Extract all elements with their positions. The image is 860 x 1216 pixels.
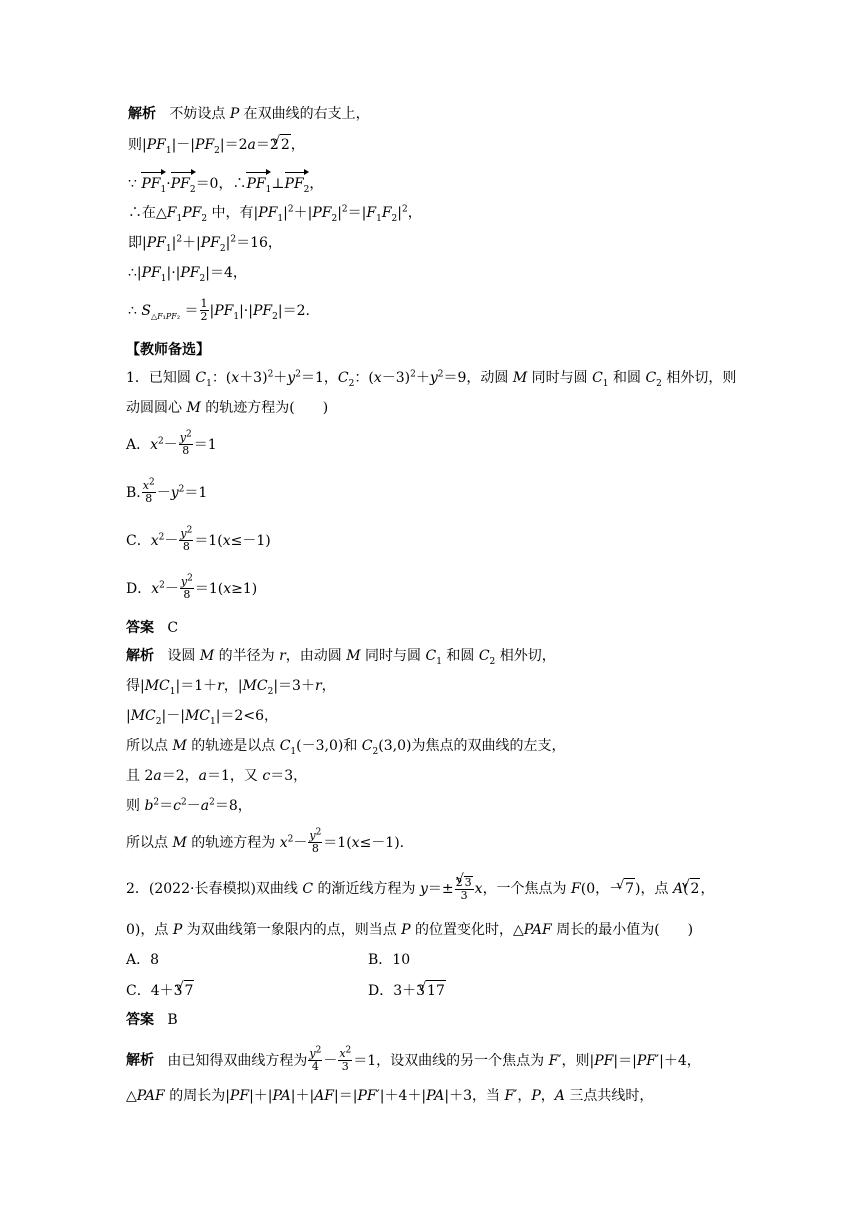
solution-1-line-5: 且 2a＝2，a＝1，又 c＝3， (126, 768, 308, 784)
q2-option-c: C．4＋3√ 7 (126, 980, 194, 1001)
line-area: ∴ $S_{\triangle F_1PF_2}$ ＝ $\frac{1}{2}$ $|PF_1|\cdot|PF_2|=2$. (128, 297, 310, 323)
answer-2 (126, 1010, 178, 1030)
solution-1-line-1: 解析 设圆 M 的半径为 r，由动圆 M 同时与圆 $C_1$ 和圆 $C_2$ 相外切， (126, 648, 556, 667)
solution-1-line-6: 则 $b^2=c^2-a^2=8$， (126, 797, 252, 814)
question-2-line-2: 0)，点 P 为双曲线第一象限内的点，则当点 P 的位置变化时，△PAF 周长的最小值为( ) (126, 922, 694, 938)
solution-2-line-1: 解析 由已知得双曲线方程为 $\frac{y^2}{4}$ － $\frac{x^2}{3}$ ＝1，设双曲线的另一个焦点为 F′，则|PF|＝|PF′|＋4， (126, 1045, 701, 1073)
question-1-line-2: 动圆圆心 M 的轨迹方程为( ) (126, 400, 329, 416)
question-1-line-1: 1．已知圆 $C_1$：$(x+3)^2+y^2=1$，$C_2$：$(x-3)^2+y^2=9$，动圆 M 同时与圆 $C_1$ 和圆 $C_2$ 相外切，则 (126, 369, 737, 389)
answer-1 (126, 618, 178, 638)
label-jiexi: 解析 (128, 106, 156, 122)
line-pythagoras: ∴在$\triangle F_1PF_2$ 中，有$|PF_1|^2+|PF_2|^2=|F_1F_2|^2$， (128, 204, 422, 224)
line-difference: 则$|PF_1|-|PF_2|=2a=2√$ 2， (128, 134, 305, 155)
answer-2-value: B (167, 1012, 178, 1028)
label-answer: 答案 (126, 620, 154, 636)
q2-option-a: A．8 (126, 952, 160, 968)
question-2-line-1: 2．(2022·长春模拟)双曲线 C 的渐近线方程为 y＝± $\frac{2√ 3}{3}$ x，一个焦点为 F(0，－√ 7)，点 A(√ 2， (126, 876, 714, 902)
line-product: $\therefore|PF_1|\cdot|PF_2|=4$， (128, 265, 247, 284)
q2-option-d: D．3＋3√ 17 (368, 980, 446, 1001)
section-teacher-selection: 【教师备选】 (126, 342, 210, 358)
solution-2-line-2: △PAF 的周长为|PF|＋|PA|＋|AF|＝|PF′|＋4＋|PA|＋3，当 F′，P，A 三点共线时， (126, 1088, 654, 1104)
line-solution-intro: 解析 不妨设点 P 在双曲线的右支上， (128, 106, 370, 122)
option-a: A．$x^2-$ $\frac{y^2}{8}$ ＝1 (126, 429, 217, 457)
option-c: C．$x^2-$ $\frac{y^2}{8}$ ＝1(x≤－1) (126, 525, 271, 553)
label-jiexi: 解析 (126, 648, 154, 664)
solution-1-line-4: 所以点 M 的轨迹是以点 $C_1(-3,0)$和 $C_2(3,0)$为焦点的双曲线的左支， (126, 738, 566, 757)
answer-1-value: C (167, 620, 179, 636)
solution-1-line-2: 得$|MC_1|=1+r$，$|MC_2|=3+r$， (126, 678, 336, 697)
label-jiexi: 解析 (126, 1052, 154, 1069)
solution-1-line-7: 所以点 M 的轨迹方程为 $x^2-$ $\frac{y^2}{8}$ ＝1(x≤－1). (126, 827, 405, 855)
line-sum-squares: 即$|PF_1|^2+|PF_2|^2=16$， (128, 234, 282, 254)
option-b: B. $\frac{x^2}{8}$ $-y^2=1$ (126, 477, 208, 505)
label-answer: 答案 (126, 1012, 154, 1028)
option-d: D．$x^2-$ $\frac{y^2}{8}$ ＝1(x≥1) (126, 573, 258, 601)
q2-option-b: B．10 (368, 952, 411, 968)
solution-1-line-3: $|MC_2|-|MC_1|=2<6$， (126, 708, 278, 727)
line-perpendicular: ∵ $PF_1\cdot PF_2=0$，$\therefore PF_1\perp PF_2$， (128, 172, 323, 194)
